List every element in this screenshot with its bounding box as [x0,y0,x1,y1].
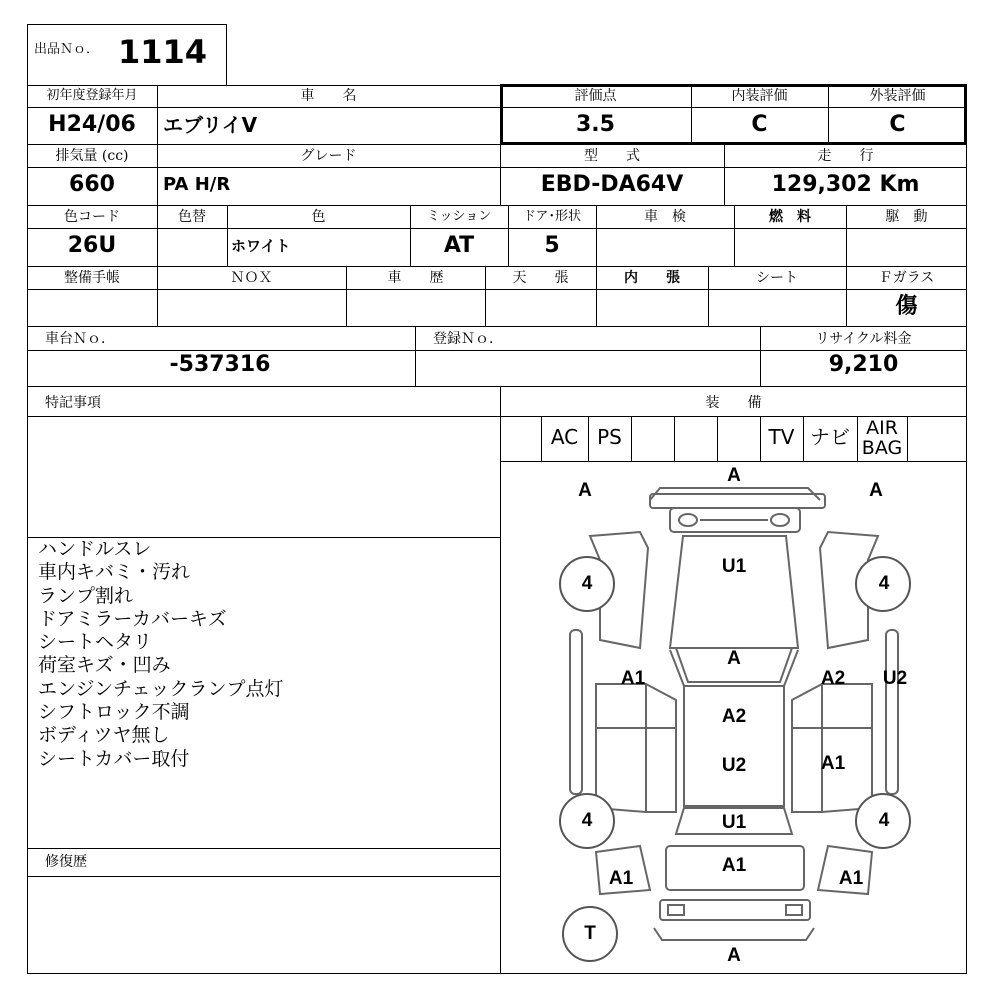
note-line: ランプ割れ [38,584,134,607]
equipment-item: AC [550,425,579,449]
notes-list [38,538,283,771]
note-line: 荷室キズ・凹み [38,654,171,677]
color-value: ホワイト [231,237,291,255]
f-glass-label: Ｆガラス [878,270,935,286]
chassis-value: -537316 [169,352,271,377]
color-label: 色 [311,209,326,225]
equipment-item: AIR BAG [861,417,903,459]
repair-label: 修復歴 [45,854,87,870]
history-label: 車 歴 [387,270,444,286]
car-name-value: エブリイV [163,113,258,137]
damage-tire-rear-right: 4 [878,810,890,831]
note-line: 車内キバミ・汚れ [38,561,191,584]
note-line: シートヘタリ [38,631,153,654]
model-value: EBD-DA64V [540,172,684,197]
doors-value: 5 [544,233,560,258]
f-glass-value: 傷 [895,294,918,319]
exterior-grade-label: 外装評価 [869,88,926,104]
note-line: エンジンチェックランプ点灯 [38,677,284,700]
note-line: ハンドルスレ [38,538,152,560]
recycle-label: リサイクル料金 [815,331,912,347]
interior-lining-label: 内 張 [624,270,680,286]
lot-label: 出品Ｎｏ． [34,42,100,57]
drive-label: 駆 動 [885,209,928,225]
displacement-label: 排気量 (cc) [55,148,129,164]
note-line: ボディツヤ無し [38,724,170,747]
lot-number: 1114 [118,33,208,71]
equipment-item: ナビ [810,425,850,449]
interior-grade-value: C [751,112,768,137]
fuel-label: 燃 料 [769,209,811,225]
ceiling-label: 天 張 [512,270,569,286]
grade-label: グレード [300,148,357,164]
nox-label: ＮＯＸ [230,270,273,286]
damage-roof-rear: U2 [721,755,747,776]
damage-roof: A2 [721,706,747,727]
damage-tire-front-left: 4 [581,573,593,594]
first-reg-value: H24/06 [48,112,136,137]
damage-tire-front-right: 4 [878,573,890,594]
transmission-value: AT [443,233,475,258]
damage-tailgate: A1 [721,855,747,876]
damage-rear-glass: U1 [721,812,747,833]
equipment-item: PS [597,425,622,449]
damage-rear-left: A1 [608,868,634,889]
damage-front-right-corner: A [869,480,883,501]
exterior-grade-value: C [889,112,906,137]
grade-value: PA H/R [163,174,231,195]
color-change-label: 色替 [178,209,206,225]
notes-label: 特記事項 [45,395,101,411]
damage-right-pillar: U2 [882,668,908,689]
damage-spare-tire: T [584,923,596,944]
damage-windshield: A [727,648,741,669]
damage-front-left-corner: A [578,480,592,501]
interior-grade-label: 内装評価 [731,88,788,104]
equipment-label: 装 備 [705,395,762,411]
damage-right-rear-door: A1 [820,753,846,774]
note-line: ドアミラーカバーキズ [38,607,227,630]
damage-front-bumper: A [727,465,741,486]
damage-hood: U1 [721,556,747,577]
displacement-value: 660 [69,172,115,197]
car-name-label: 車 名 [300,88,357,104]
note-line: シフトロック不調 [38,701,190,724]
damage-left-front-door: A1 [620,668,646,689]
damage-right-front-door: A2 [820,668,846,689]
mileage-value: 129,302 Km [771,172,920,197]
chassis-label: 車台Ｎｏ． [45,331,115,347]
equipment-item: TV [768,425,795,449]
doors-label: ドア･形状 [522,209,582,224]
note-line: シートカバー取付 [38,747,190,770]
damage-tire-rear-left: 4 [581,810,593,831]
damage-rear-right: A1 [838,868,864,889]
color-code-label: 色コード [64,209,120,225]
color-code-value: 26U [67,233,117,258]
model-label: 型 式 [584,148,640,164]
inspection-label: 車 検 [644,209,686,225]
score-value: 3.5 [576,112,615,137]
recycle-value: 9,210 [828,352,899,377]
maintenance-label: 整備手帳 [64,270,120,286]
mileage-label: 走 行 [817,148,874,164]
score-label: 評価点 [574,88,617,104]
transmission-label: ミッション [426,209,492,224]
registration-label: 登録Ｎｏ． [433,331,503,347]
damage-rear-bumper: A [727,945,741,966]
first-reg-label: 初年度登録年月 [46,88,138,103]
seat-label: シート [756,270,798,286]
